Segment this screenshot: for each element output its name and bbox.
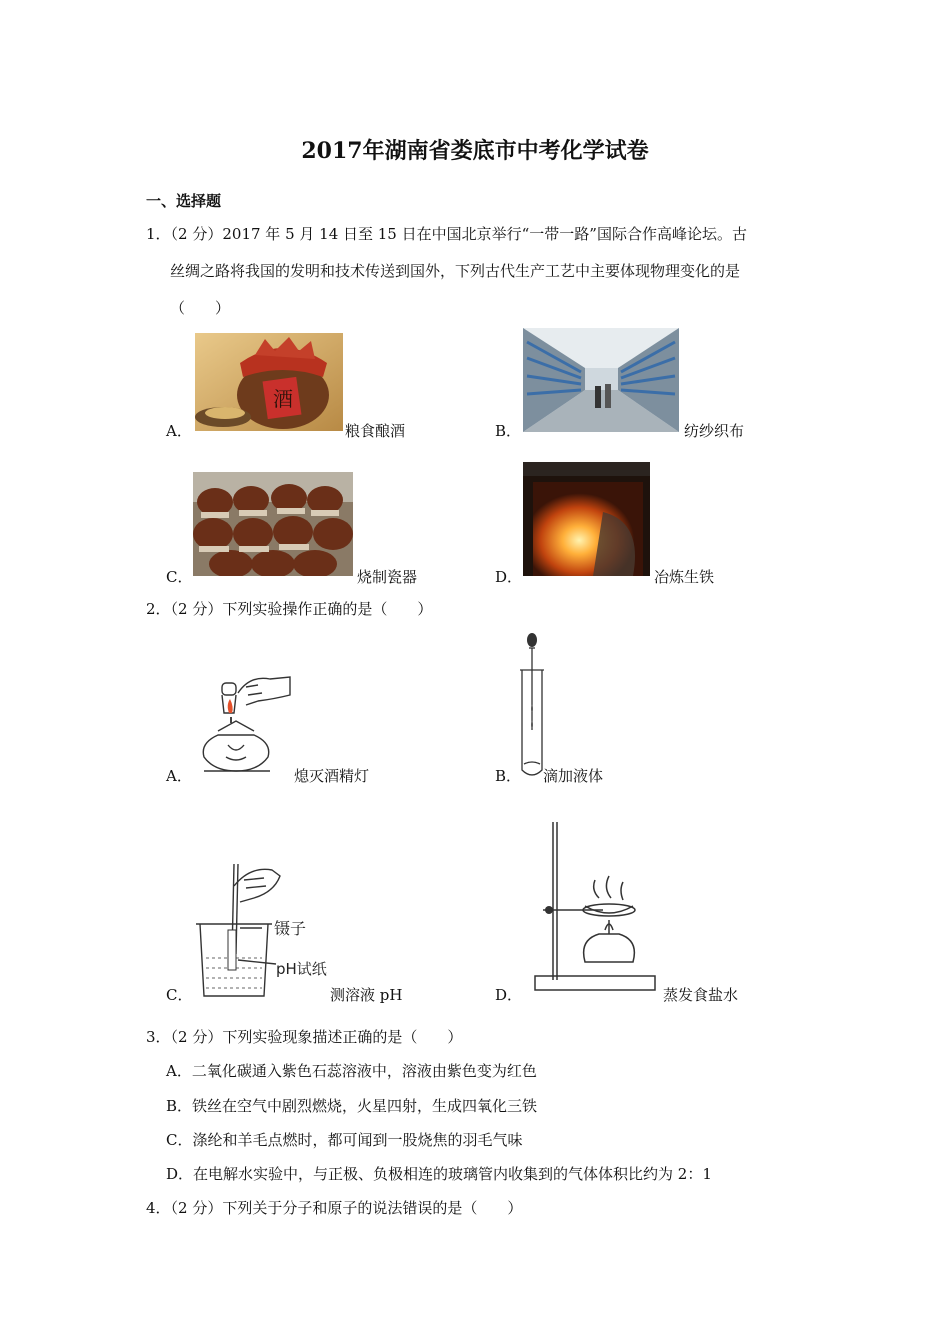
alcohol-lamp-drawing bbox=[198, 665, 294, 780]
q1-option-b-text: 纺纱织布 bbox=[684, 422, 745, 440]
q4-stem: 4．（2 分）下列关于分子和原子的说法错误的是（ ） bbox=[146, 1199, 523, 1217]
evaporation-drawing bbox=[533, 820, 657, 992]
q3-option-c: C．涤纶和羊毛点燃时，都可闻到一股烧焦的羽毛气味 bbox=[166, 1131, 523, 1149]
textile-factory-photo bbox=[523, 328, 679, 432]
q3-option-d: D．在电解水实验中，与正极、负极相连的玻璃管内收集到的气体体积比约为 2：1 bbox=[166, 1165, 712, 1183]
furnace-photo bbox=[523, 462, 650, 576]
q2-option-b-letter: B． bbox=[495, 767, 522, 785]
svg-text:镊子: 镊子 bbox=[274, 919, 307, 938]
q1-option-a-letter: A． bbox=[166, 422, 192, 440]
q1-stem-line1: 1．（2 分）2017 年 5 月 14 日至 15 日在中国北京举行“一带一路”国际合作高峰论坛。古 bbox=[146, 225, 747, 243]
q1-stem-line3: （ ） bbox=[170, 299, 231, 317]
dropper-drawing bbox=[518, 630, 546, 780]
q1-option-c-letter: C． bbox=[166, 568, 193, 586]
q2-stem: 2．（2 分）下列实验操作正确的是（ ） bbox=[146, 600, 433, 618]
q2-option-a-letter: A． bbox=[166, 767, 192, 785]
ph-test-drawing bbox=[194, 862, 334, 998]
q3-option-a: A．二氧化碳通入紫色石蕊溶液中，溶液由紫色变为红色 bbox=[166, 1062, 537, 1080]
q2-option-c-letter: C． bbox=[166, 986, 193, 1004]
q1-option-a-text: 粮食酿酒 bbox=[345, 422, 406, 440]
q2-option-d-letter: D． bbox=[495, 986, 523, 1004]
q3-stem: 3．（2 分）下列实验现象描述正确的是（ ） bbox=[146, 1028, 463, 1046]
wine-jar-photo bbox=[195, 333, 343, 431]
q1-stem-line2: 丝绸之路将我国的发明和技术传送到国外，下列古代生产工艺中主要体现物理变化的是 bbox=[170, 262, 741, 280]
page-title: 2017年湖南省娄底市中考化学试卷 bbox=[301, 138, 649, 164]
q2-option-d-text: 蒸发食盐水 bbox=[663, 986, 739, 1004]
q1-option-d-text: 冶炼生铁 bbox=[654, 568, 715, 586]
q1-option-b-letter: B． bbox=[495, 422, 522, 440]
svg-text:pH试纸: pH试纸 bbox=[276, 960, 327, 978]
q3-option-b: B．铁丝在空气中剧烈燃烧，火星四射，生成四氧化三铁 bbox=[166, 1097, 538, 1115]
q2-option-c-text: 测溶液 pH bbox=[330, 986, 403, 1004]
q2-option-b-text: 滴加液体 bbox=[543, 767, 604, 785]
q1-option-d-letter: D． bbox=[495, 568, 523, 586]
svg-text:酒: 酒 bbox=[273, 387, 293, 411]
pottery-photo bbox=[193, 472, 353, 576]
q2-option-a-text: 熄灭酒精灯 bbox=[294, 767, 370, 785]
section-heading: 一、选择题 bbox=[146, 192, 222, 210]
q1-option-c-text: 烧制瓷器 bbox=[357, 568, 418, 586]
